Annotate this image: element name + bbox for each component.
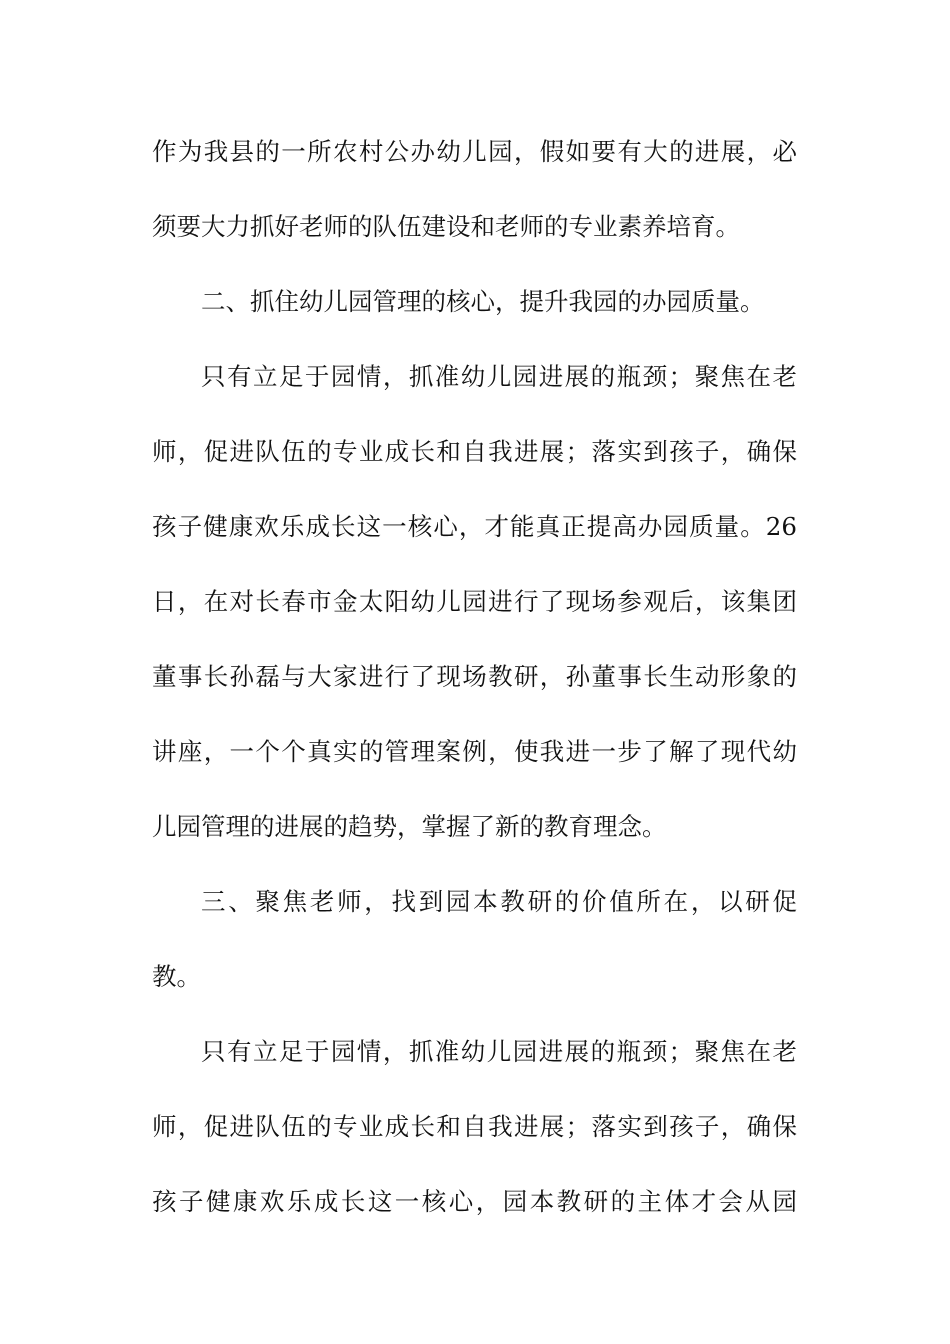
- text-line: 教。: [152, 962, 201, 991]
- section-heading: 三、聚焦老师，找到园本教研的价值所在，以研促: [201, 887, 797, 916]
- text-line: 须要大力抓好老师的队伍建设和老师的专业素养培育。: [152, 212, 740, 241]
- body-text: [152, 120, 797, 1245]
- text-line: 日，在对长春市金太阳幼儿园进行了现场参观后，该集团: [152, 587, 797, 616]
- text-line: 董事长孙磊与大家进行了现场教研，孙董事长生动形象的: [152, 662, 797, 691]
- paragraph-first-line: 只有立足于园情，抓准幼儿园进展的瓶颈；聚焦在老: [201, 362, 797, 391]
- text-line: 儿园管理的进展的趋势，掌握了新的教育理念。: [152, 812, 667, 841]
- text-line: 作为我县的一所农村公办幼儿园，假如要有大的进展，必: [152, 137, 797, 166]
- text-line: 孩子健康欢乐成长这一核心，园本教研的主体才会从园: [152, 1187, 797, 1216]
- text-line: 孩子健康欢乐成长这一核心，才能真正提高办园质量。26: [152, 512, 797, 541]
- section-heading: 二、抓住幼儿园管理的核心，提升我园的办园质量。: [201, 287, 765, 316]
- text-line: 讲座，一个个真实的管理案例，使我进一步了解了现代幼: [152, 737, 797, 766]
- text-line: 师，促进队伍的专业成长和自我进展；落实到孩子，确保: [152, 437, 797, 466]
- text-line: 师，促进队伍的专业成长和自我进展；落实到孩子，确保: [152, 1112, 797, 1141]
- paragraph-first-line: 只有立足于园情，抓准幼儿园进展的瓶颈；聚焦在老: [201, 1037, 797, 1066]
